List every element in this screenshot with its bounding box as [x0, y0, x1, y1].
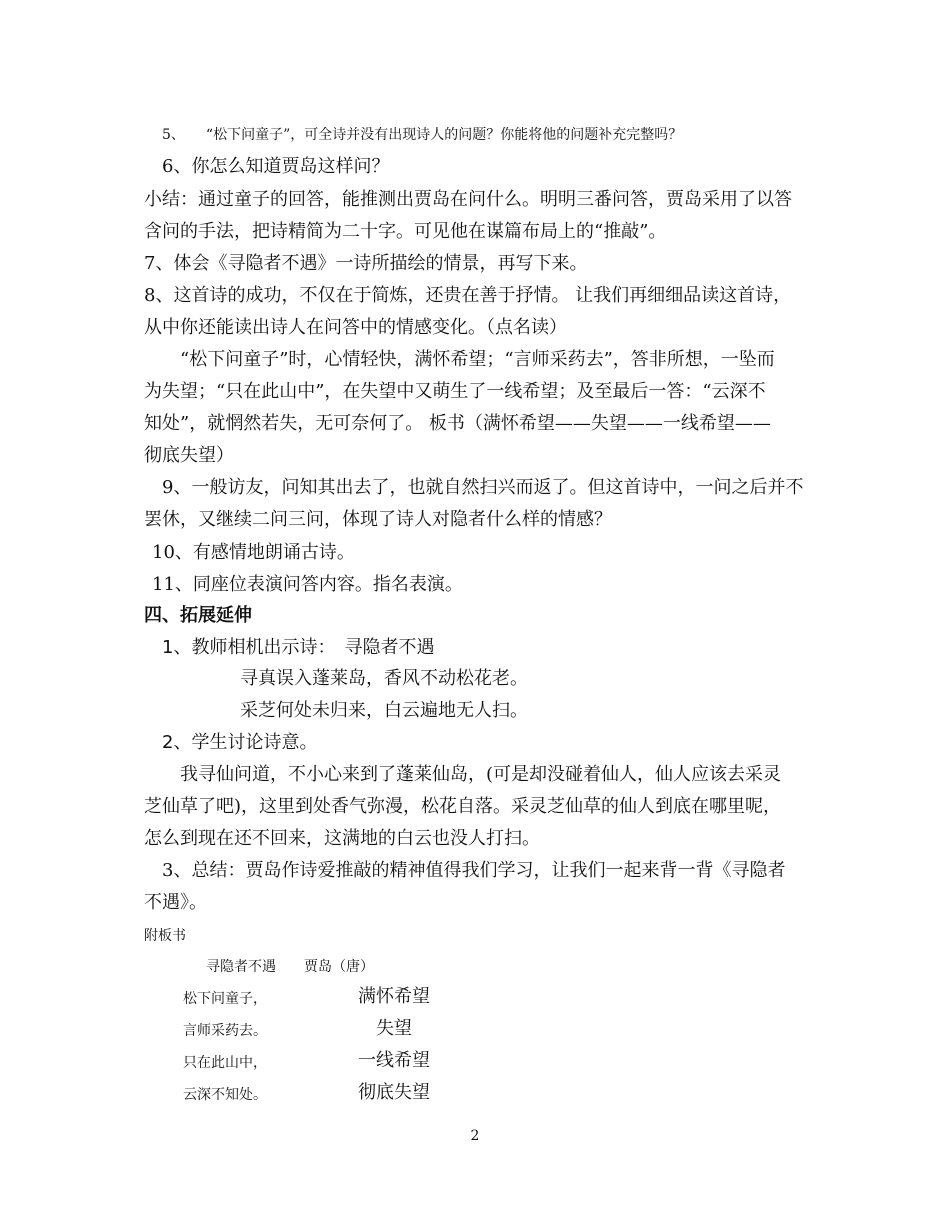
- analysis-line-3: 知处”，就惘然若失，无可奈何了。 板书（满怀希望——失望——一线希望——: [144, 413, 771, 434]
- extension-item-2: 2、学生讨论诗意。: [162, 732, 318, 753]
- page-number: 2: [470, 1128, 480, 1144]
- question-9-line-2: 罢休，又继续二问三问，体现了诗人对隐者什么样的情感？: [144, 509, 612, 530]
- question-8-line-1: 8、这首诗的成功，不仅在于简炼，还贵在善于抒情。 让我们再细细品读这首诗，: [144, 285, 792, 306]
- summary-line-1: 小结：通过童子的回答，能推测出贾岛在问什么。明明三番问答，贾岛采用了以答: [144, 189, 792, 210]
- analysis-line-1: “松下问童子”时，心情轻快，满怀希望；“言师采药去”，答非所想，一坠而: [180, 349, 775, 370]
- board-emotion: 满怀希望: [358, 986, 430, 1007]
- meaning-line-1: 我寻仙问道，不小心来到了蓬莱仙岛，(可是却没碰着仙人，仙人应该去采灵: [180, 764, 782, 785]
- board-emotion: 失望: [376, 1018, 412, 1039]
- analysis-line-2: 为失望；“只在此山中”，在失望中又萌生了一线希望；及至最后一答：“云深不: [144, 381, 766, 402]
- meaning-line-2: 芝仙草了吧)，这里到处香气弥漫，松花自落。采灵芝仙草的仙人到底在哪里呢，: [144, 796, 782, 817]
- question-7: 7、体会《寻隐者不遇》一诗所描绘的情景，再写下来。: [144, 253, 588, 274]
- poem-line-2: 采芝何处未归来，白云遍地无人扫。: [240, 700, 528, 721]
- meaning-line-3: 怎么到现在还不回来，这满地的白云也没人打扫。: [144, 828, 540, 849]
- conclusion-line-2: 不遇》。: [144, 892, 207, 913]
- board-emotion: 一线希望: [358, 1050, 430, 1071]
- question-10: 10、有感情地朗诵古诗。: [152, 542, 355, 563]
- question-8-line-2: 从中你还能读出诗人在问答中的情感变化。（点名读）: [144, 317, 567, 338]
- extension-item-1: 1、教师相机出示诗： 寻隐者不遇: [162, 637, 435, 658]
- section-heading: 四、拓展延伸: [144, 605, 252, 626]
- question-11: 11、同座位表演问答内容。指名表演。: [152, 574, 463, 595]
- board-poem-line: 只在此山中，: [183, 1055, 267, 1071]
- analysis-line-4: 彻底失望）: [144, 445, 234, 466]
- board-poem-line: 言师采药去。: [183, 1023, 267, 1039]
- board-emotion: 彻底失望: [358, 1082, 430, 1103]
- board-poem-line: 云深不知处。: [183, 1087, 267, 1103]
- summary-line-2: 含问的手法，把诗精简为二十字。可见他在谋篇布局上的“推敲”。: [144, 221, 667, 242]
- board-label: 附板书: [144, 928, 186, 944]
- poem-line-1: 寻真误入蓬莱岛，香风不动松花老。: [240, 668, 528, 689]
- board-title: 寻隐者不遇 贾岛（唐）: [206, 959, 374, 975]
- conclusion-line-1: 3、总结：贾岛作诗爱推敲的精神值得我们学习，让我们一起来背一背《寻隐者: [162, 860, 786, 881]
- board-poem-line: 松下问童子，: [183, 991, 267, 1007]
- question-6: 6、你怎么知道贾岛这样问？: [162, 156, 390, 177]
- question-9-line-1: 9、一般访友，问知其出去了，也就自然扫兴而返了。但这首诗中，一问之后并不: [162, 477, 804, 498]
- question-5: 5、 “松下问童子”，可全诗并没有出现诗人的问题？你能将他的问题补充完整吗？: [162, 127, 683, 143]
